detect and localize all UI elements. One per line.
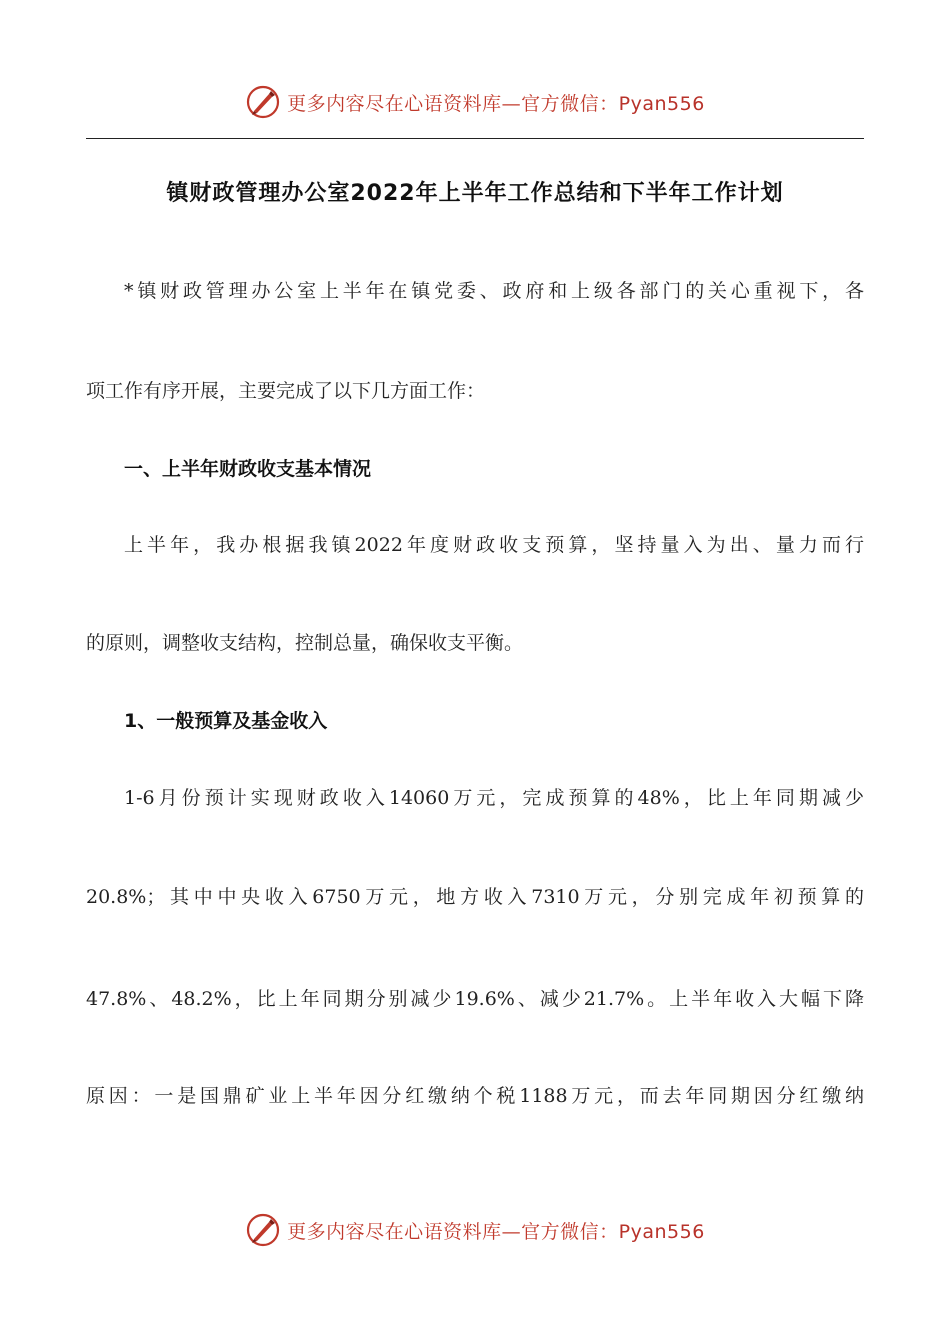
subsection-heading: 1、一般预算及基金收入 <box>124 710 328 732</box>
wechat-handle: Pyan556 <box>618 92 705 115</box>
banner-message: 更多内容尽在心语资料库—官方微信： <box>287 92 619 115</box>
paragraph-line: 上半年，我办根据我镇2022年度财政收支预算，坚持量入为出、量力而行 <box>124 534 864 556</box>
document-title: 镇财政管理办公室2022年上半年工作总结和下半年工作计划 <box>166 181 784 206</box>
paragraph-line: 20.8%；其中中央收入6750万元，地方收入7310万元，分别完成年初预算的 <box>86 886 864 908</box>
header-rule <box>86 138 864 139</box>
footer-banner <box>0 1208 950 1252</box>
paragraph-line: 1-6月份预计实现财政收入14060万元，完成预算的48%，比上年同期减少 <box>124 787 864 809</box>
banner-text <box>287 89 705 116</box>
pen-logo-icon <box>245 1212 281 1248</box>
paragraph-line: *镇财政管理办公室上半年在镇党委、政府和上级各部门的关心重视下，各 <box>124 280 864 302</box>
banner-text <box>287 1217 705 1244</box>
paragraph-line: 的原则，调整收支结构，控制总量，确保收支平衡。 <box>86 632 524 654</box>
paragraph-line: 47.8%、48.2%，比上年同期分别减少19.6%、减少21.7%。上半年收入大幅下降 <box>86 988 864 1010</box>
paragraph-line: 原因：一是国鼎矿业上半年因分红缴纳个税1188万元，而去年同期因分红缴纳 <box>86 1085 864 1107</box>
header-banner <box>0 80 950 124</box>
banner-message: 更多内容尽在心语资料库—官方微信： <box>287 1220 619 1243</box>
section-heading: 一、上半年财政收支基本情况 <box>124 458 372 480</box>
paragraph-line: 项工作有序开展，主要完成了以下几方面工作： <box>86 380 486 402</box>
wechat-handle: Pyan556 <box>618 1220 705 1243</box>
pen-logo-icon <box>245 84 281 120</box>
